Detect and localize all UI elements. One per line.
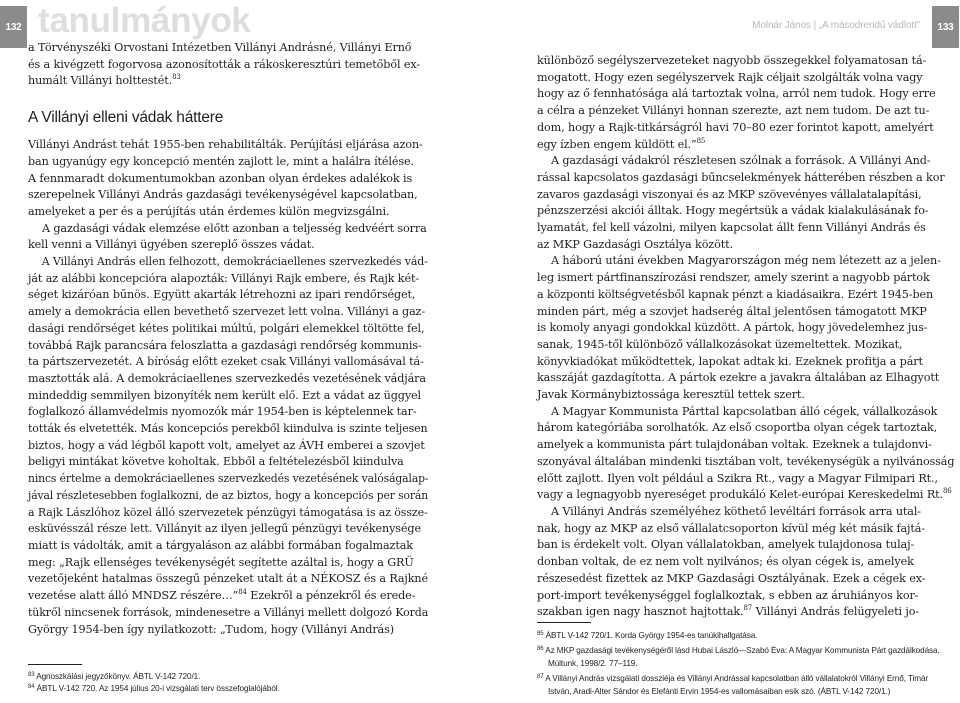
text-line: tükről nincsenek források, mindenesetre a Villányi mellett dolgozó Korda	[28, 605, 429, 619]
text-line: séget kizáróan bűnös. Együtt akarták létrehozni az ipari rendőrséget,	[28, 288, 416, 302]
footnote-ref: 84	[238, 588, 247, 597]
text-line: jával részletesebben foglalkozni, de az biztos, hogy a koncepciós per során	[28, 488, 429, 502]
footnote: $^{86}$ Az MKP gazdasági tevékenységéről lásd Hubai László—Szabó Éva: A Magyar Kommunista Párt gazdálkodása. Múltunk, 1998/2. 77–119.	[537, 646, 940, 668]
right-page-number: 133	[932, 6, 959, 48]
text-line: A Villányi András ellen felhozott, demokráciaellenes szervezkedés vád-	[41, 255, 428, 269]
paragraph-quote-continued	[537, 53, 959, 153]
paragraph-conspiracy-charge	[28, 254, 428, 638]
text-line: A fennmaradt dokumentumokban azonban olyan érdekes adalékok is	[28, 171, 413, 185]
text-line: kasszáját gazdagította. A pártok ezekre a javakra általában az Elhagyott	[537, 371, 940, 385]
left-page-body	[28, 40, 428, 638]
section-heading: A Villányi elleni vádak háttere	[28, 109, 224, 127]
text-line: ta pártszervezetét. A bíróság előtt ezeket csak Villányi vallomásával tá-	[28, 355, 424, 369]
text-line: szakban igen nagy hasznot hajtottak.$^{87}$ Villányi András felügyeleti jo-	[537, 604, 920, 619]
text-line: három kategóriába sorolhatók. Az első csoportba olyan cégek tartoztak,	[537, 421, 938, 435]
text-line: A Magyar Kommunista Párttal kapcsolatban álló cégek, vállalkozások	[551, 404, 938, 418]
text-line: dasági rendőrséget kétes politikai múltú, polgári elemekkel töltötte fel,	[28, 321, 425, 335]
text-line: az MKP Gazdasági Osztálya között.	[537, 237, 733, 251]
paragraph-economic-charges	[28, 221, 428, 254]
paragraph-economic-sources	[537, 153, 959, 253]
footnote: $^{87}$ A Villányi András vizsgálati dossziéja és Villányi Andrással kapcsolatban álló vállalatokról Villányi Ernő, Timár István, Aradi-Alter Sándor és Elefánti Ervin 1954-es vallomásaiban esik szó. (ÁBTL V-142 720/1.)	[537, 674, 929, 696]
text-line: esküvésszál része lett. Villányit az ilyen jellegű pénzügyi tevékenysége	[28, 522, 421, 536]
text-line: port-import tevékenységgel foglalkoztak, s ebben az áruhiányos kor-	[537, 588, 919, 602]
text-line: miatt is vádolták, amit a tárgyaláson az alábbi formában fogalmaztak	[28, 538, 413, 552]
text-line: a Törvényszéki Orvostani Intézetben Villányi Andrásné, Villányi Ernő	[28, 41, 412, 54]
text-line: a központi költségvetésből kapnak pénzt a kiadásaikra. Ezért 1945-ben	[537, 287, 934, 301]
footnote: $^{83}$ Agnoszkálási jegyzőkönyv. ÁBTL V-142 720/1.	[28, 672, 201, 681]
text-line: meg: „Rajk ellenséges tevékenységét segítette azáltal is, hogy a GRÜ	[28, 555, 414, 569]
footnote-rule	[537, 622, 591, 623]
text-line: A Villányi András személyéhez köthető levéltári források arra utal-	[551, 504, 921, 518]
text-line: nincs értelme a demokráciaellenes szervezkedés vezetésének valóságalap-	[28, 472, 429, 486]
text-line: A gazdasági vádak elemzése előtt azonban a teljesség kedvéért sorra	[42, 221, 427, 235]
right-footnotes	[537, 630, 959, 698]
author-running-head: Molnár János | „A másodrendű vádlott”	[752, 20, 920, 31]
text-line: amelyeket a per és a perújítás után érdemes külön megvizsgálni.	[28, 204, 390, 218]
footnote-rule	[28, 664, 82, 665]
text-line: és a kivégzett fogorvosa azonosították a rákoskeresztúri temetőből ex-	[28, 57, 421, 71]
text-line: ját az alábbi koncepcióra alapozták: Villányi Rajk embere, és Rajk két-	[28, 271, 420, 285]
text-line: leg ismert pártfinanszírozási rendszer, amely szerint a nagyobb pártok	[537, 271, 930, 285]
text-line: masztották alá. A demokráciaellenes szervezkedés vezetésének vádjára	[28, 371, 426, 385]
left-footnotes	[28, 671, 280, 696]
text-line: előtt zajlott. Ilyen volt például a Szikra Rt., vagy a Magyar Filmipari Rt.,	[537, 471, 938, 485]
text-line: tották és elvetették. Más koncepciós perekből kiindulva is szinte teljesen	[28, 422, 428, 436]
text-line: amely a demokrácia ellen bevethető szervezet lett volna. Villányi a gaz-	[28, 305, 426, 319]
text-line: vezetése alatt álló MNDSZ részére…”$^{84}$ Ezekről a pénzekről és erede-	[28, 588, 416, 603]
text-line: beligyi mintákat követve koholtak. Ebből a feltételezésből kiindulva	[28, 455, 404, 469]
footnote: $^{84}$ ÁBTL V-142 720. Az 1954 július 20-i vizsgálati terv összefoglalójából.	[28, 684, 280, 694]
text-line: részesedést fizettek az MKP Gazdasági Osztályának. Ezek a cégek ex-	[537, 571, 926, 585]
paragraph-archival-sources	[537, 504, 959, 621]
text-line: pénzszerzési akciói álltak. Hogy megértsük a vádak kialakulásának fo-	[537, 204, 929, 218]
paragraph-party-finance	[537, 253, 959, 403]
text-line: A gazdasági vádakról részletesen szólnak a források. A Villányi And-	[551, 154, 931, 168]
text-line: amelyek a kommunista párt tulajdonában voltak. Ezeknek a tulajdonvi-	[537, 438, 932, 452]
text-line: zavaros gazdasági viszonyai és az MKP szövevényes vállalatalapítási,	[537, 187, 922, 201]
footnote-ref: 87	[743, 604, 753, 613]
text-line: továbbá Rajk parancsára feloszlatta a gazdasági rendőrség kommunis-	[28, 338, 422, 352]
footnote-ref: 83	[172, 73, 181, 82]
footnote-ref: 85	[696, 136, 706, 145]
text-line: szonyával általában mindenki tisztában volt, tevékenységük a nyilvánosság	[537, 454, 955, 468]
text-line: mogatott. Hogy ezen segélyszervek Rajk céljait szolgálták volna vagy	[537, 70, 923, 84]
text-line: humált Villányi holttestét.$^{83}$	[28, 73, 181, 88]
text-line: is komoly anyagi gondokkal küzdött. A pártok, hogy jövedelemhez jus-	[537, 321, 928, 335]
text-line: vezetőjeként hatalmas összegű pénzeket utalt át a NÉKOSZ és a Rajkné	[28, 572, 428, 586]
footnote: $^{85}$ ÁBTL V-142 720/1. Korda György 1954-es tanúkihallgatása.	[537, 631, 758, 640]
text-line: mindeddig semmilyen bizonyíték nem került elő. Ezt a vádat az üggyel	[28, 388, 421, 402]
text-line: különböző segélyszervezeteket nagyobb összegekkel folyamatosan tá-	[537, 54, 927, 67]
paragraph-rehabilitation	[28, 137, 428, 221]
text-line: sanak, 1945-től különböző vállalkozásokat üzemeltettek. Mozikat,	[537, 337, 903, 351]
footnote-ref: 86	[942, 487, 952, 496]
paragraph-intro	[28, 40, 428, 90]
paragraph-company-categories	[537, 404, 959, 504]
text-line: György 1954-ben így nyilatkozott: „Tudom, hogy (Villányi András)	[28, 622, 394, 636]
text-line: a Rajk Lászlóhoz közel álló szervezetek pénzügyi támogatása is az össze-	[28, 505, 428, 519]
text-line: ban is érdekelt volt. Olyan vállalatokban, amelyek tulajdonosa tulaj-	[537, 538, 915, 552]
text-line: kell venni a Villányi ügyében szereplő összes vádat.	[28, 238, 315, 252]
text-line: dom, hogy a Rajk-titkárságról havi 70–80 ezer forintot kapott, amelyért	[537, 120, 934, 134]
right-page-body	[537, 53, 959, 621]
section-running-head: tanulmányok	[38, 1, 251, 40]
left-page-number: 132	[0, 6, 27, 48]
text-line: ban ugyanúgy egy koncepció mentén zajlott le, mint a halálra ítélése.	[28, 154, 414, 168]
text-line: foglalkozó államvédelmis nyomozók már 1954-ben is képtelennek tar-	[28, 405, 417, 419]
text-line: A háború utáni években Magyarországon még nem létezett az a jelen-	[551, 254, 941, 268]
text-line: nak, hogy az MKP az első vállalatcsoporton kívül még két másik fajtá-	[537, 521, 925, 535]
text-line: egy ízben engem küldött el.”$^{85}$	[537, 136, 706, 151]
text-line: a célra a pénzeket Villányi honnan szerezte, azt nem tudom. De azt tu-	[537, 104, 930, 118]
text-line: lyamatát, fel kell vázolni, milyen kapcsolat állt fenn Villányi András és	[537, 221, 926, 235]
text-line: minden párt, még a szovjet hadserég által jelentősen támogatott MKP	[537, 304, 927, 318]
text-line: biztos, hogy a vád légből kapott volt, amelyet az ÁVH emberei a szovjet	[28, 438, 425, 452]
text-line: rással kapcsolatos gazdasági bűncselekmények hátterében részben a kor	[537, 170, 945, 184]
text-line: Javak Kormánybiztossága keresztül tettek szert.	[537, 388, 805, 402]
text-line: Villányi Andrást tehát 1955-ben rehabilitálták. Perújítási eljárása azon-	[28, 138, 423, 152]
text-line: vagy a legnagyobb nyereséget produkáló Kelet-európai Kereskedelmi Rt.$^{86}$	[537, 487, 952, 502]
text-line: könyvkiadókat működtettek, lapokat adtak ki. Ezeknek profitja a párt	[537, 354, 923, 368]
text-line: szerepelnek Villányi András gazdasági tevékenységével kapcsolatban,	[28, 188, 418, 202]
text-line: hogy az ő fennhatósága alá tartoztak volna, arról nem tudok. Hogy erre	[537, 87, 936, 101]
text-line: donban voltak, de ez nem volt nyilvános; és olyan cégek is, amelyek	[537, 555, 914, 569]
